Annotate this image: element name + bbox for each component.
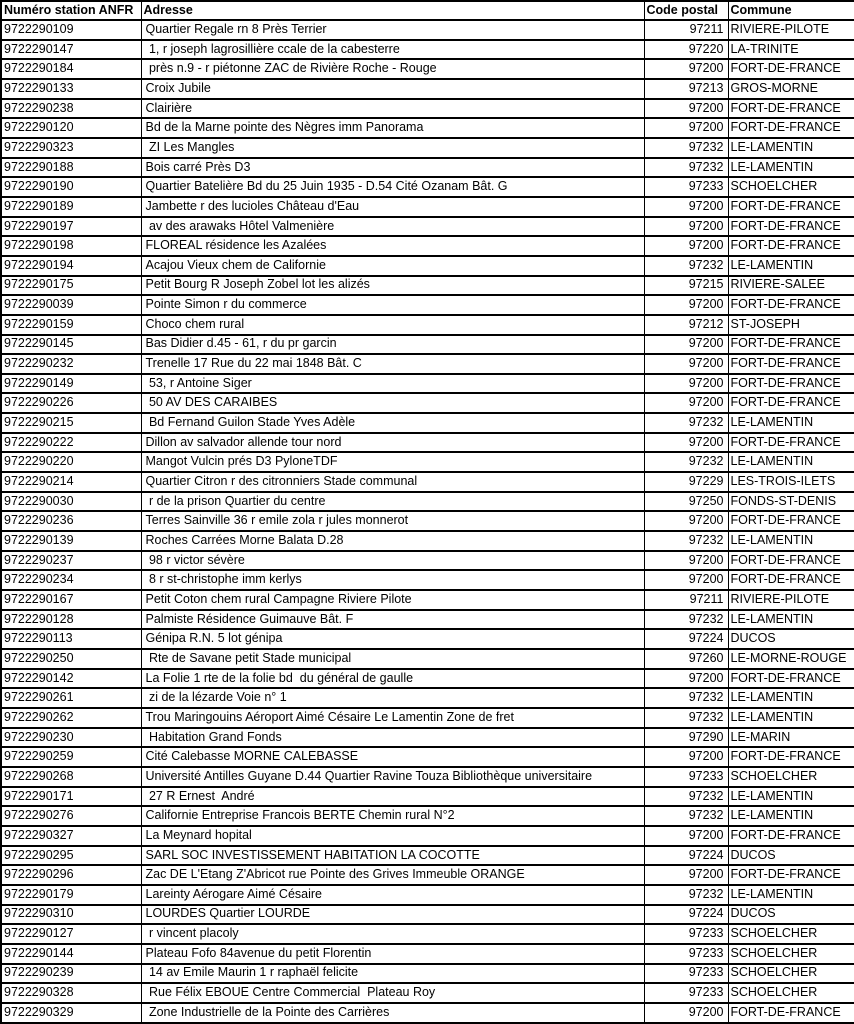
table-row: [1, 924, 854, 944]
station-number-cell[interactable]: 9722290144: [1, 944, 141, 964]
station-number-cell[interactable]: 9722290329: [1, 1003, 141, 1023]
station-number-cell[interactable]: 9722290222: [1, 433, 141, 453]
postal-code-cell[interactable]: 97290: [644, 728, 728, 748]
commune-cell[interactable]: ST-JOSEPH: [728, 315, 854, 335]
commune-cell[interactable]: FORT-DE-FRANCE: [728, 335, 854, 355]
address-cell[interactable]: Rue Félix EBOUE Centre Commercial Plateau Roy: [141, 983, 644, 1003]
station-number-cell[interactable]: 9722290167: [1, 590, 141, 610]
address-cell[interactable]: Rte de Savane petit Stade municipal: [141, 649, 644, 669]
postal-code-cell[interactable]: 97200: [644, 865, 728, 885]
postal-code-cell[interactable]: 97200: [644, 393, 728, 413]
commune-cell[interactable]: FORT-DE-FRANCE: [728, 118, 854, 138]
postal-code-cell[interactable]: 97212: [644, 315, 728, 335]
address-cell[interactable]: r de la prison Quartier du centre: [141, 492, 644, 512]
postal-code-cell[interactable]: 97200: [644, 335, 728, 355]
address-cell[interactable]: 8 r st-christophe imm kerlys: [141, 570, 644, 590]
address-cell[interactable]: Roches Carrées Morne Balata D.28: [141, 531, 644, 551]
address-cell[interactable]: Bd Fernand Guilon Stade Yves Adèle: [141, 413, 644, 433]
station-number-cell[interactable]: 9722290230: [1, 728, 141, 748]
station-number-cell[interactable]: 9722290327: [1, 826, 141, 846]
address-cell[interactable]: Quartier Batelière Bd du 25 Juin 1935 - D.54 Cité Ozanam Bât. G: [141, 177, 644, 197]
postal-code-cell[interactable]: 97233: [644, 983, 728, 1003]
postal-code-cell[interactable]: 97224: [644, 846, 728, 866]
table-row: [1, 413, 854, 433]
postal-code-cell[interactable]: 97200: [644, 118, 728, 138]
station-number-cell[interactable]: 9722290238: [1, 99, 141, 119]
station-number-cell[interactable]: 9722290139: [1, 531, 141, 551]
table-row: [1, 217, 854, 237]
table-row: [1, 708, 854, 728]
address-cell[interactable]: Terres Sainville 36 r emile zola r jules monnerot: [141, 511, 644, 531]
commune-cell[interactable]: FORT-DE-FRANCE: [728, 747, 854, 767]
commune-cell[interactable]: LE-LAMENTIN: [728, 138, 854, 158]
table-row: [1, 728, 854, 748]
table-row: [1, 551, 854, 571]
station-number-cell[interactable]: 9722290237: [1, 551, 141, 571]
table-row: [1, 118, 854, 138]
postal-code-cell[interactable]: 97200: [644, 1003, 728, 1023]
station-number-cell[interactable]: 9722290184: [1, 59, 141, 79]
table-row: [1, 433, 854, 453]
commune-cell[interactable]: RIVIERE-PILOTE: [728, 590, 854, 610]
address-cell[interactable]: Jambette r des lucioles Château d'Eau: [141, 197, 644, 217]
table-row: [1, 944, 854, 964]
station-number-cell[interactable]: 9722290133: [1, 79, 141, 99]
station-number-cell[interactable]: 9722290120: [1, 118, 141, 138]
table-row: [1, 905, 854, 925]
postal-code-cell[interactable]: 97200: [644, 217, 728, 237]
address-cell[interactable]: 98 r victor sévère: [141, 551, 644, 571]
commune-cell[interactable]: LE-LAMENTIN: [728, 256, 854, 276]
postal-code-cell[interactable]: 97200: [644, 433, 728, 453]
station-number-cell[interactable]: 9722290295: [1, 846, 141, 866]
postal-code-cell[interactable]: 97232: [644, 885, 728, 905]
postal-code-cell[interactable]: 97200: [644, 826, 728, 846]
station-number-cell[interactable]: 9722290179: [1, 885, 141, 905]
table-row: [1, 885, 854, 905]
commune-cell[interactable]: GROS-MORNE: [728, 79, 854, 99]
commune-cell[interactable]: FORT-DE-FRANCE: [728, 217, 854, 237]
station-number-cell[interactable]: 9722290190: [1, 177, 141, 197]
commune-cell[interactable]: LE-LAMENTIN: [728, 610, 854, 630]
commune-cell[interactable]: SCHOELCHER: [728, 964, 854, 984]
address-cell[interactable]: Dillon av salvador allende tour nord: [141, 433, 644, 453]
header-row: [1, 1, 854, 20]
commune-cell[interactable]: LE-MARIN: [728, 728, 854, 748]
address-cell[interactable]: Choco chem rural: [141, 315, 644, 335]
station-number-cell[interactable]: 9722290214: [1, 472, 141, 492]
commune-cell[interactable]: LE-LAMENTIN: [728, 452, 854, 472]
station-number-cell[interactable]: 9722290262: [1, 708, 141, 728]
table-row: [1, 747, 854, 767]
station-number-cell[interactable]: 9722290296: [1, 865, 141, 885]
commune-cell[interactable]: FORT-DE-FRANCE: [728, 511, 854, 531]
station-number-cell[interactable]: 9722290113: [1, 629, 141, 649]
table-row: [1, 59, 854, 79]
postal-code-cell[interactable]: 97232: [644, 610, 728, 630]
address-cell[interactable]: Bd de la Marne pointe des Nègres imm Panorama: [141, 118, 644, 138]
table-row: [1, 138, 854, 158]
address-cell[interactable]: 14 av Emile Maurin 1 r raphaël felicite: [141, 964, 644, 984]
commune-cell[interactable]: DUCOS: [728, 629, 854, 649]
table-row: [1, 354, 854, 374]
table-row: [1, 570, 854, 590]
address-cell[interactable]: Californie Entreprise Francois BERTE Chemin rural N°2: [141, 806, 644, 826]
commune-cell[interactable]: FORT-DE-FRANCE: [728, 59, 854, 79]
address-cell[interactable]: 50 AV DES CARAIBES: [141, 393, 644, 413]
commune-cell[interactable]: RIVIERE-SALEE: [728, 276, 854, 296]
commune-cell[interactable]: FORT-DE-FRANCE: [728, 1003, 854, 1023]
postal-code-cell[interactable]: 97232: [644, 413, 728, 433]
address-cell[interactable]: zi de la lézarde Voie n° 1: [141, 688, 644, 708]
postal-code-cell[interactable]: 97215: [644, 276, 728, 296]
column-header-postal-code[interactable]: Code postal: [644, 1, 728, 20]
table-row: [1, 846, 854, 866]
postal-code-cell[interactable]: 97200: [644, 354, 728, 374]
postal-code-cell[interactable]: 97200: [644, 374, 728, 394]
station-number-cell[interactable]: 9722290328: [1, 983, 141, 1003]
address-cell[interactable]: LOURDES Quartier LOURDE: [141, 905, 644, 925]
postal-code-cell[interactable]: 97232: [644, 452, 728, 472]
table-row: [1, 629, 854, 649]
address-cell[interactable]: Croix Jubile: [141, 79, 644, 99]
address-cell[interactable]: La Meynard hopital: [141, 826, 644, 846]
postal-code-cell[interactable]: 97200: [644, 747, 728, 767]
postal-code-cell[interactable]: 97232: [644, 708, 728, 728]
postal-code-cell[interactable]: 97200: [644, 99, 728, 119]
commune-cell[interactable]: LE-LAMENTIN: [728, 413, 854, 433]
table-row: [1, 374, 854, 394]
address-cell[interactable]: 1, r joseph lagrosillière ccale de la cabesterre: [141, 40, 644, 60]
station-number-cell[interactable]: 9722290149: [1, 374, 141, 394]
table-row: [1, 610, 854, 630]
station-number-cell[interactable]: 9722290276: [1, 806, 141, 826]
table-row: [1, 865, 854, 885]
station-number-cell[interactable]: 9722290127: [1, 924, 141, 944]
station-number-cell[interactable]: 9722290215: [1, 413, 141, 433]
table-row: [1, 295, 854, 315]
address-cell[interactable]: Mangot Vulcin prés D3 PyloneTDF: [141, 452, 644, 472]
postal-code-cell[interactable]: 97232: [644, 531, 728, 551]
table-row: [1, 335, 854, 355]
commune-cell[interactable]: FORT-DE-FRANCE: [728, 354, 854, 374]
commune-cell[interactable]: FORT-DE-FRANCE: [728, 197, 854, 217]
commune-cell[interactable]: LE-LAMENTIN: [728, 787, 854, 807]
station-number-cell[interactable]: 9722290128: [1, 610, 141, 630]
postal-code-cell[interactable]: 97200: [644, 669, 728, 689]
postal-code-cell[interactable]: 97211: [644, 590, 728, 610]
address-cell[interactable]: près n.9 - r piétonne ZAC de Rivière Roche - Rouge: [141, 59, 644, 79]
station-number-cell[interactable]: 9722290194: [1, 256, 141, 276]
station-number-cell[interactable]: 9722290189: [1, 197, 141, 217]
address-cell[interactable]: av des arawaks Hôtel Valmenière: [141, 217, 644, 237]
postal-code-cell[interactable]: 97233: [644, 767, 728, 787]
postal-code-cell[interactable]: 97200: [644, 551, 728, 571]
postal-code-cell[interactable]: 97233: [644, 177, 728, 197]
postal-code-cell[interactable]: 97260: [644, 649, 728, 669]
table-row: [1, 99, 854, 119]
postal-code-cell[interactable]: 97213: [644, 79, 728, 99]
address-cell[interactable]: Palmiste Résidence Guimauve Bât. F: [141, 610, 644, 630]
station-number-cell[interactable]: 9722290236: [1, 511, 141, 531]
commune-cell[interactable]: FORT-DE-FRANCE: [728, 295, 854, 315]
address-cell[interactable]: Bois carré Près D3: [141, 158, 644, 178]
station-number-cell[interactable]: 9722290197: [1, 217, 141, 237]
table-row: [1, 649, 854, 669]
station-number-cell[interactable]: 9722290188: [1, 158, 141, 178]
station-number-cell[interactable]: 9722290268: [1, 767, 141, 787]
table-row: [1, 256, 854, 276]
commune-cell[interactable]: DUCOS: [728, 905, 854, 925]
commune-cell[interactable]: LE-LAMENTIN: [728, 806, 854, 826]
postal-code-cell[interactable]: 97233: [644, 924, 728, 944]
table-row: [1, 531, 854, 551]
station-number-cell[interactable]: 9722290159: [1, 315, 141, 335]
table-row: [1, 393, 854, 413]
commune-cell[interactable]: SCHOELCHER: [728, 177, 854, 197]
address-cell[interactable]: Acajou Vieux chem de Californie: [141, 256, 644, 276]
address-cell[interactable]: Trou Maringouins Aéroport Aimé Césaire Le Lamentin Zone de fret: [141, 708, 644, 728]
postal-code-cell[interactable]: 97200: [644, 197, 728, 217]
address-cell[interactable]: Quartier Citron r des citronniers Stade communal: [141, 472, 644, 492]
commune-cell[interactable]: LA-TRINITE: [728, 40, 854, 60]
table-row: [1, 472, 854, 492]
station-number-cell[interactable]: 9722290250: [1, 649, 141, 669]
postal-code-cell[interactable]: 97250: [644, 492, 728, 512]
address-cell[interactable]: Plateau Fofo 84avenue du petit Florentin: [141, 944, 644, 964]
table-row: [1, 590, 854, 610]
station-number-cell[interactable]: 9722290226: [1, 393, 141, 413]
commune-cell[interactable]: LES-TROIS-ILETS: [728, 472, 854, 492]
table-row: [1, 964, 854, 984]
column-header-station-number[interactable]: Numéro station ANFR: [1, 1, 141, 20]
address-cell[interactable]: Quartier Regale rn 8 Près Terrier: [141, 20, 644, 40]
commune-cell[interactable]: FORT-DE-FRANCE: [728, 433, 854, 453]
station-number-cell[interactable]: 9722290261: [1, 688, 141, 708]
postal-code-cell[interactable]: 97232: [644, 806, 728, 826]
commune-cell[interactable]: FORT-DE-FRANCE: [728, 393, 854, 413]
commune-cell[interactable]: LE-LAMENTIN: [728, 885, 854, 905]
table-row: [1, 452, 854, 472]
commune-cell[interactable]: DUCOS: [728, 846, 854, 866]
postal-code-cell[interactable]: 97200: [644, 59, 728, 79]
address-cell[interactable]: La Folie 1 rte de la folie bd du général de gaulle: [141, 669, 644, 689]
commune-cell[interactable]: SCHOELCHER: [728, 767, 854, 787]
postal-code-cell[interactable]: 97232: [644, 688, 728, 708]
table-row: [1, 79, 854, 99]
postal-code-cell[interactable]: 97232: [644, 138, 728, 158]
station-number-cell[interactable]: 9722290039: [1, 295, 141, 315]
commune-cell[interactable]: FORT-DE-FRANCE: [728, 826, 854, 846]
commune-cell[interactable]: FORT-DE-FRANCE: [728, 99, 854, 119]
address-cell[interactable]: Université Antilles Guyane D.44 Quartier Ravine Touza Bibliothèque universitaire: [141, 767, 644, 787]
address-cell[interactable]: 27 R Ernest André: [141, 787, 644, 807]
station-number-cell[interactable]: 9722290109: [1, 20, 141, 40]
commune-cell[interactable]: FORT-DE-FRANCE: [728, 374, 854, 394]
station-number-cell[interactable]: 9722290198: [1, 236, 141, 256]
address-cell[interactable]: FLOREAL résidence les Azalées: [141, 236, 644, 256]
address-cell[interactable]: r vincent placoly: [141, 924, 644, 944]
table-row: [1, 492, 854, 512]
postal-code-cell[interactable]: 97211: [644, 20, 728, 40]
table-row: [1, 276, 854, 296]
address-cell[interactable]: ZI Les Mangles: [141, 138, 644, 158]
address-cell[interactable]: Clairière: [141, 99, 644, 119]
station-number-cell[interactable]: 9722290145: [1, 335, 141, 355]
station-number-cell[interactable]: 9722290220: [1, 452, 141, 472]
commune-cell[interactable]: LE-MORNE-ROUGE: [728, 649, 854, 669]
commune-cell[interactable]: RIVIERE-PILOTE: [728, 20, 854, 40]
address-cell[interactable]: 53, r Antoine Siger: [141, 374, 644, 394]
table-row: [1, 315, 854, 335]
station-number-cell[interactable]: 9722290142: [1, 669, 141, 689]
table-row: [1, 197, 854, 217]
table-row: [1, 688, 854, 708]
commune-cell[interactable]: LE-LAMENTIN: [728, 708, 854, 728]
commune-cell[interactable]: FORT-DE-FRANCE: [728, 669, 854, 689]
table-row: [1, 511, 854, 531]
postal-code-cell[interactable]: 97200: [644, 295, 728, 315]
commune-cell[interactable]: FONDS-ST-DENIS: [728, 492, 854, 512]
address-cell[interactable]: Pointe Simon r du commerce: [141, 295, 644, 315]
address-cell[interactable]: Zone Industrielle de la Pointe des Carrières: [141, 1003, 644, 1023]
address-cell[interactable]: Habitation Grand Fonds: [141, 728, 644, 748]
address-cell[interactable]: Petit Bourg R Joseph Zobel lot les alizés: [141, 276, 644, 296]
postal-code-cell[interactable]: 97232: [644, 256, 728, 276]
station-number-cell[interactable]: 9722290310: [1, 905, 141, 925]
postal-code-cell[interactable]: 97200: [644, 236, 728, 256]
station-number-cell[interactable]: 9722290232: [1, 354, 141, 374]
station-number-cell[interactable]: 9722290323: [1, 138, 141, 158]
address-cell[interactable]: Petit Coton chem rural Campagne Riviere Pilote: [141, 590, 644, 610]
column-header-address[interactable]: Adresse: [141, 1, 644, 20]
address-cell[interactable]: Cité Calebasse MORNE CALEBASSE: [141, 747, 644, 767]
table-row: [1, 806, 854, 826]
postal-code-cell[interactable]: 97232: [644, 787, 728, 807]
postal-code-cell[interactable]: 97224: [644, 629, 728, 649]
address-cell[interactable]: Zac DE L'Etang Z'Abricot rue Pointe des Grives Immeuble ORANGE: [141, 865, 644, 885]
postal-code-cell[interactable]: 97232: [644, 158, 728, 178]
table-row: [1, 158, 854, 178]
table-row: [1, 767, 854, 787]
commune-cell[interactable]: FORT-DE-FRANCE: [728, 570, 854, 590]
address-cell[interactable]: SARL SOC INVESTISSEMENT HABITATION LA COCOTTE: [141, 846, 644, 866]
commune-cell[interactable]: SCHOELCHER: [728, 924, 854, 944]
postal-code-cell[interactable]: 97220: [644, 40, 728, 60]
commune-cell[interactable]: SCHOELCHER: [728, 983, 854, 1003]
station-number-cell[interactable]: 9722290147: [1, 40, 141, 60]
table-row: [1, 1003, 854, 1023]
postal-code-cell[interactable]: 97200: [644, 511, 728, 531]
table-row: [1, 40, 854, 60]
commune-cell[interactable]: LE-LAMENTIN: [728, 531, 854, 551]
station-number-cell[interactable]: 9722290234: [1, 570, 141, 590]
commune-cell[interactable]: LE-LAMENTIN: [728, 158, 854, 178]
table-row: [1, 236, 854, 256]
station-number-cell[interactable]: 9722290171: [1, 787, 141, 807]
address-cell[interactable]: Trenelle 17 Rue du 22 mai 1848 Bât. C: [141, 354, 644, 374]
address-cell[interactable]: Génipa R.N. 5 lot génipa: [141, 629, 644, 649]
commune-cell[interactable]: SCHOELCHER: [728, 944, 854, 964]
table-row: [1, 669, 854, 689]
table-row: [1, 983, 854, 1003]
station-number-cell[interactable]: 9722290239: [1, 964, 141, 984]
postal-code-cell[interactable]: 97229: [644, 472, 728, 492]
postal-code-cell[interactable]: 97233: [644, 944, 728, 964]
table-body: [1, 20, 854, 1023]
table-row: [1, 20, 854, 40]
commune-cell[interactable]: FORT-DE-FRANCE: [728, 236, 854, 256]
commune-cell[interactable]: LE-LAMENTIN: [728, 688, 854, 708]
table-row: [1, 826, 854, 846]
column-header-commune[interactable]: Commune: [728, 1, 854, 20]
station-number-cell[interactable]: 9722290259: [1, 747, 141, 767]
commune-cell[interactable]: FORT-DE-FRANCE: [728, 865, 854, 885]
address-cell[interactable]: Bas Didier d.45 - 61, r du pr garcin: [141, 335, 644, 355]
postal-code-cell[interactable]: 97200: [644, 570, 728, 590]
table-row: [1, 787, 854, 807]
postal-code-cell[interactable]: 97233: [644, 964, 728, 984]
station-number-cell[interactable]: 9722290030: [1, 492, 141, 512]
address-cell[interactable]: Lareinty Aérogare Aimé Césaire: [141, 885, 644, 905]
station-number-cell[interactable]: 9722290175: [1, 276, 141, 296]
commune-cell[interactable]: FORT-DE-FRANCE: [728, 551, 854, 571]
table-row: [1, 177, 854, 197]
postal-code-cell[interactable]: 97224: [644, 905, 728, 925]
